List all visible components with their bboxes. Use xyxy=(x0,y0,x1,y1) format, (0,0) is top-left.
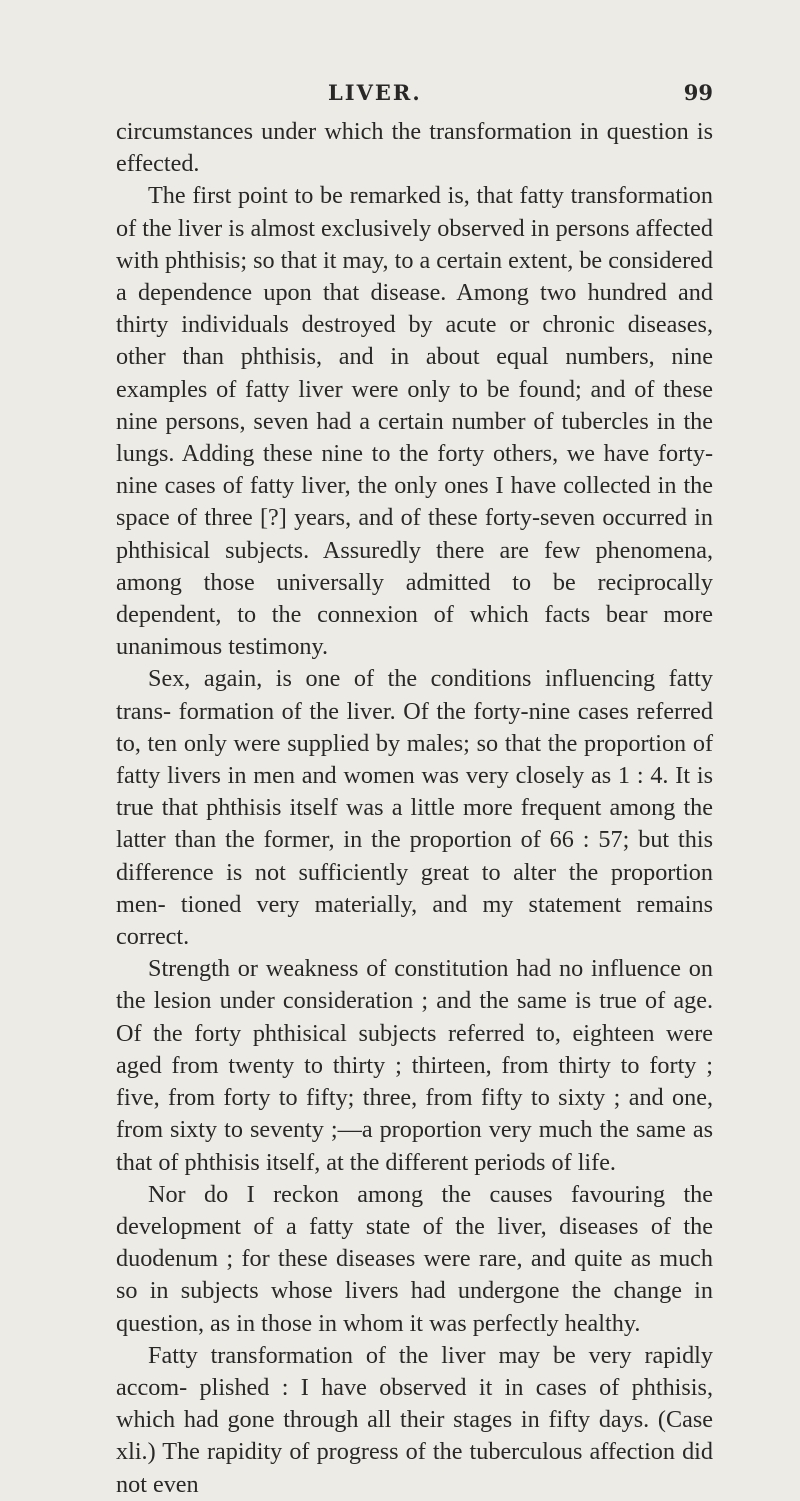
paragraph-continuation: circumstances under which the transformation in question is effected. xyxy=(116,118,713,178)
paragraph-rapidity: Fatty transformation of the liver may be very rapidly accom- plished : I have observed it in cases of phthisis, which had gone through all their stages in fifty days. (Case xli.) The rapidity of progress of the tuberculous affection did not even xyxy=(116,1341,713,1498)
page-header xyxy=(116,80,713,116)
body-text xyxy=(116,116,713,1501)
paragraph-sex: Sex, again, is one of the conditions influencing fatty trans- formation of the liver. Of the forty-nine cases referred to, ten only were supplied by males; so that the proportion of fatty livers in men and women was very closely as 1 : 4. It is true that phthisis itself was a little more frequent among the latter than the former, in the proportion of 66 : 57; but this difference is not sufficiently great to alter the proportion men- tioned very materially, and my statement remains correct. xyxy=(116,665,713,951)
paragraph-duodenum: Nor do I reckon among the causes favouring the development of a fatty state of the liver, diseases of the duodenum ; for these diseases were rare, and quite as much so in subjects whose livers had undergone the change in question, as in those in whom it was perfectly healthy. xyxy=(116,1180,713,1337)
paragraph-fatty-phthisis: The first point to be remarked is, that fatty transformation of the liver is almost exclusively observed in persons affected with phthisis; so that it may, to a certain extent, be considered a dependence upon that disease. Among two hundred and thirty individuals destroyed by acute or chronic diseases, other than phthisis, and in about equal numbers, nine examples of fatty liver were only to be found; and of these nine persons, seven had a certain number of tubercles in the lungs. Adding these nine to the forty others, we have forty-nine cases of fatty liver, the only ones I have collected in the space of three [?] years, and of these forty-seven occurred in phthisical subjects. Assuredly there are few phenomena, among those universally admitted to be reciprocally dependent, to the connexion of which facts bear more unanimous testimony. xyxy=(116,182,713,661)
page-number: 99 xyxy=(683,80,713,105)
paragraph-constitution-age: Strength or weakness of constitution had no influence on the lesion under consideration ; and the same is true of age. Of the forty phthisical subjects referred to, eighteen were aged from twenty to thirty ; thirteen, from thirty to forty ; five, from forty to fifty; three, from fifty to sixty ; and one, from sixty to seventy ;—a proportion very much the same as that of phthisis itself, at the different periods of life. xyxy=(116,955,713,1176)
running-head: LIVER. xyxy=(328,80,422,105)
